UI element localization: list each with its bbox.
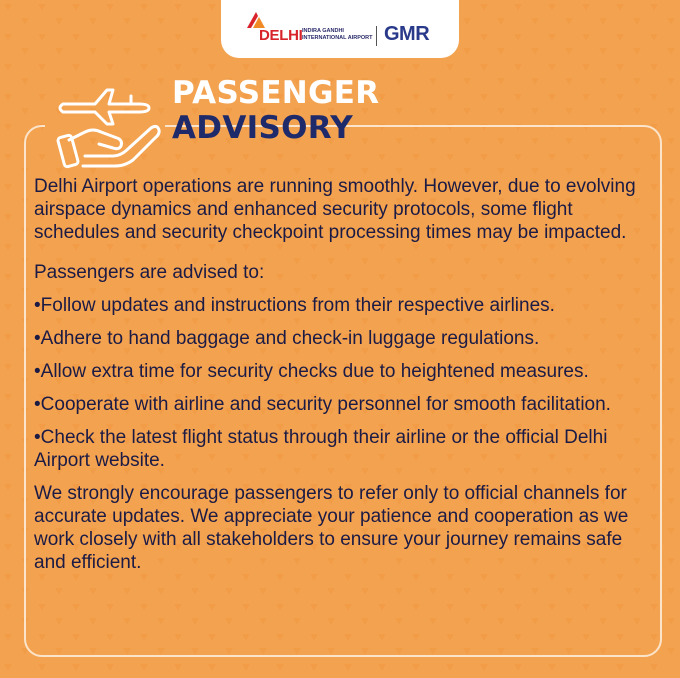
logo-delhi-text: DELHI (259, 27, 303, 44)
advice-lead: Passengers are advised to: (34, 262, 265, 283)
advice-item: •Adhere to hand baggage and check-in luggage regulations. (34, 328, 540, 349)
advice-item: •Cooperate with airline and security personnel for smooth facilitation. (34, 394, 611, 415)
logo-subtitle-line1: INDIRA GANDHI (302, 28, 344, 34)
intro-paragraph: Delhi Airport operations are running smoothly. However, due to evolving airspace dynamics and enhanced security protocols, some flight schedules and security checkpoint processing times may be impacted. (34, 176, 636, 243)
logo-gmr-text: GMR (384, 23, 430, 45)
logo-header (221, 0, 459, 58)
title-advisory: ADVISORY (172, 110, 353, 146)
closing-paragraph: We strongly encourage passengers to refer only to official channels for accurate updates. We appreciate your patience and cooperation as we work closely with all stakeholders to ensure your journey remains safe and efficient. (34, 483, 629, 573)
hand-holding-plane-icon (55, 78, 167, 170)
advice-item: •Allow extra time for security checks due to heightened measures. (34, 361, 589, 382)
logo-subtitle-line2: INTERNATIONAL AIRPORT (302, 34, 373, 41)
advisory-body (34, 175, 646, 574)
advice-item: •Follow updates and instructions from their respective airlines. (34, 295, 555, 316)
logo-divider (376, 26, 377, 46)
title-passenger: PASSENGER (172, 75, 380, 111)
logo-subtitle (302, 28, 382, 41)
advice-item: •Check the latest flight status through their airline or the official Delhi Airport website. (34, 427, 608, 471)
